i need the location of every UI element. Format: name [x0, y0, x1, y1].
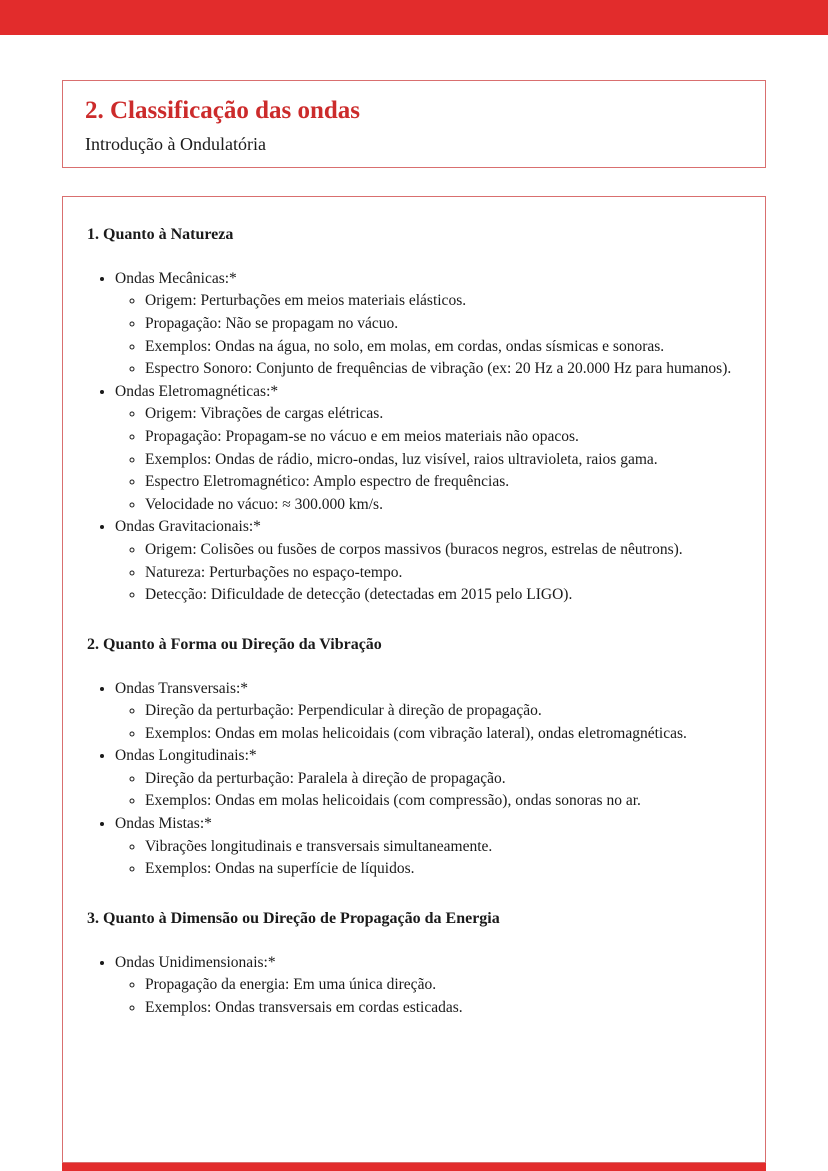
list-item — [115, 952, 741, 1020]
sub-list-item: ◦ Exemplos: Ondas em molas helicoidais (com compressão), ondas sonoras no ar. — [145, 790, 741, 813]
list-item-label: Ondas Mistas:* — [115, 815, 212, 833]
sub-list-item: ◦ Exemplos: Ondas na água, no solo, em molas, em cordas, ondas sísmicas e sonoras. — [145, 336, 741, 359]
top-accent-bar — [0, 0, 828, 35]
sub-list-item: ◦ Detecção: Dificuldade de detecção (detectadas em 2015 pelo LIGO). — [145, 584, 741, 607]
sub-bullet-list — [115, 974, 741, 1019]
sub-list-item: ◦ Propagação: Propagam-se no vácuo e em meios materiais não opacos. — [145, 426, 741, 449]
sub-bullet-list — [115, 403, 741, 516]
section-heading: 1. Quanto à Natureza — [87, 226, 234, 243]
section-natureza — [87, 225, 741, 607]
sub-bullet-list — [115, 290, 741, 380]
page-subtitle: Introdução à Ondulatória — [85, 134, 266, 154]
sub-list-item: ◦ Direção da perturbação: Paralela à direção de propagação. — [145, 768, 741, 791]
sub-bullet-list — [115, 768, 741, 813]
list-item — [115, 516, 741, 606]
list-item-label: Ondas Longitudinais:* — [115, 747, 257, 765]
bottom-accent-bar — [62, 1163, 766, 1171]
sub-list-item: ◦ Origem: Colisões ou fusões de corpos massivos (buracos negros, estrelas de nêutrons). — [145, 539, 741, 562]
section-dimensao-energia — [87, 909, 741, 1020]
list-item — [115, 381, 741, 517]
sub-list-item: ◦ Direção da perturbação: Perpendicular à direção de propagação. — [145, 700, 741, 723]
document-body — [62, 196, 766, 1163]
sub-list-item: ◦ Velocidade no vácuo: ≈ 300.000 km/s. — [145, 494, 741, 517]
section-heading: 2. Quanto à Forma ou Direção da Vibração — [87, 635, 382, 653]
list-item — [115, 813, 741, 881]
sub-list-item: ◦ Origem: Perturbações em meios materiais elásticos. — [145, 290, 741, 313]
sub-list-item: ◦ Exemplos: Ondas de rádio, micro-ondas, luz visível, raios ultravioleta, raios gama. — [145, 449, 741, 472]
list-item — [115, 678, 741, 746]
section-heading: 3. Quanto à Dimensão ou Direção de Propagação da Energia — [87, 909, 500, 927]
sub-bullet-list — [115, 700, 741, 745]
list-item-label: Ondas Gravitacionais:* — [115, 518, 261, 536]
sub-list-item: ◦ Vibrações longitudinais e transversais simultaneamente. — [145, 836, 741, 859]
section-forma-vibracao — [87, 635, 741, 881]
sub-list-item: ◦ Exemplos: Ondas em molas helicoidais (com vibração lateral), ondas eletromagnéticas. — [145, 723, 741, 746]
sub-list-item: ◦ Origem: Vibrações de cargas elétricas. — [145, 403, 741, 426]
sub-list-item: ◦ Propagação da energia: Em uma única direção. — [145, 974, 741, 997]
sub-bullet-list — [115, 539, 741, 607]
sub-list-item: ◦ Propagação: Não se propagam no vácuo. — [145, 313, 741, 336]
page-title: 2. Classificação das ondas — [85, 97, 361, 124]
list-item — [115, 745, 741, 813]
sub-list-item: ◦ Exemplos: Ondas transversais em cordas esticadas. — [145, 997, 741, 1020]
list-item-label: Ondas Unidimensionais:* — [115, 953, 276, 971]
bullet-list — [87, 678, 741, 881]
sub-list-item: ◦ Espectro Eletromagnético: Amplo espectro de frequências. — [145, 471, 741, 494]
list-item-label: Ondas Transversais:* — [115, 679, 249, 697]
sub-bullet-list — [115, 836, 741, 881]
list-item-label: Ondas Eletromagnéticas:* — [115, 382, 279, 400]
sub-list-item: ◦ Espectro Sonoro: Conjunto de frequências de vibração (ex: 20 Hz a 20.000 Hz para humanos). — [145, 358, 741, 381]
list-item-label: Ondas Mecânicas:* — [115, 269, 237, 287]
sub-list-item: ◦ Natureza: Perturbações no espaço-tempo. — [145, 562, 741, 585]
document-header — [62, 80, 766, 168]
list-item — [115, 268, 741, 381]
bullet-list — [87, 952, 741, 1020]
sub-list-item: ◦ Exemplos: Ondas na superfície de líquidos. — [145, 858, 741, 881]
bullet-list — [87, 268, 741, 607]
